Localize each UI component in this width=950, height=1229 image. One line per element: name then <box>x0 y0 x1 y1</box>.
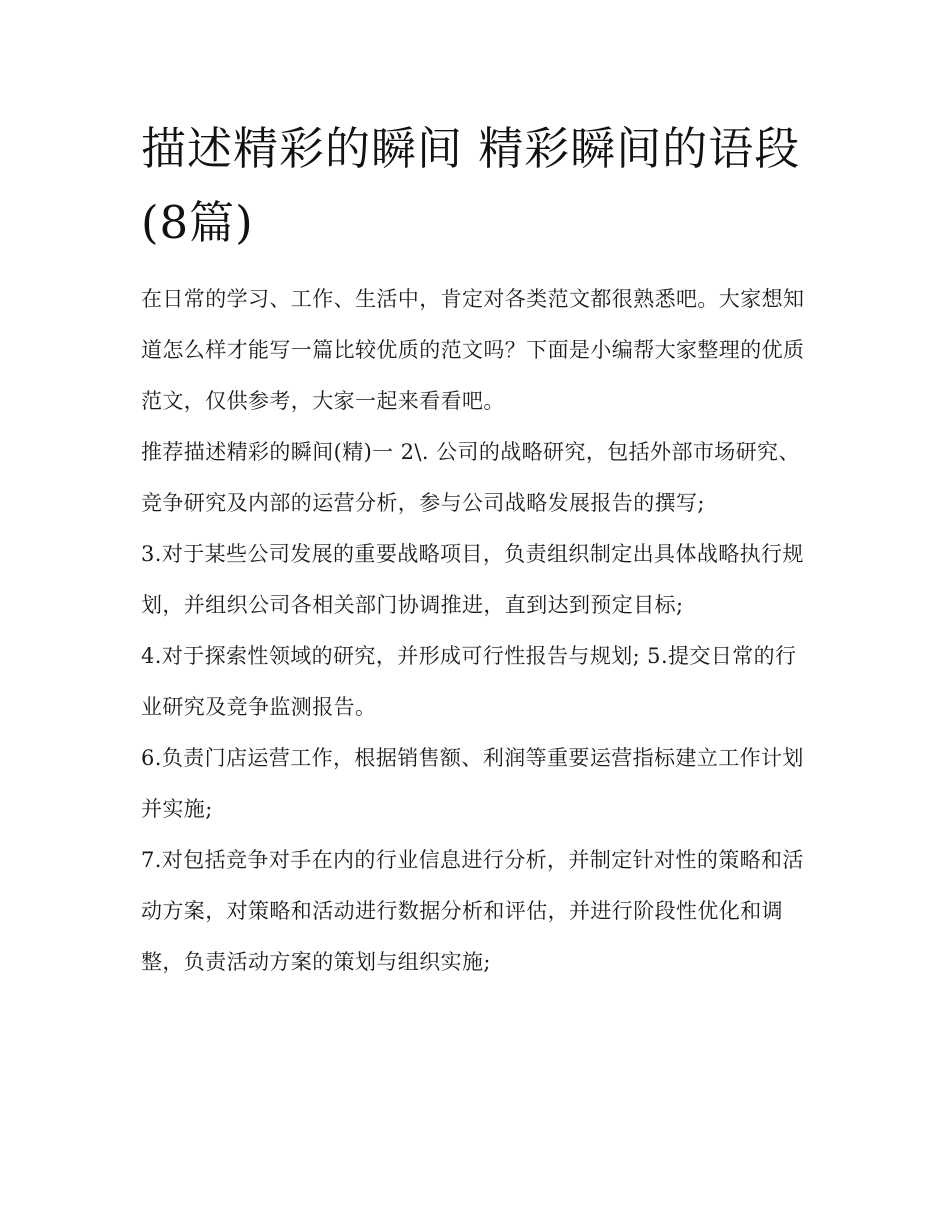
paragraph-item-7: 7.对包括竞争对手在内的行业信息进行分析，并制定针对性的策略和活动方案，对策略和活动进行数据分析和评估，并进行阶段性优化和调整，负责活动方案的策划与组织实施; <box>141 848 804 974</box>
paragraph-item-2: 推荐描述精彩的瞬间(精)一 2\. 公司的战略研究，包括外部市场研究、竞争研究及内部的运营分析，参与公司战略发展报告的撰写; <box>141 440 800 515</box>
paragraph-item-4-5: 4.对于探索性领域的研究，并形成可行性报告与规划; 5.提交日常的行业研究及竞争监测报告。 <box>141 644 797 719</box>
document-page <box>141 112 816 988</box>
paragraph-item-6: 6.负责门店运营工作，根据销售额、利润等重要运营指标建立工作计划并实施; <box>141 746 804 821</box>
paragraph-item-3: 3.对于某些公司发展的重要战略项目，负责组织制定出具体战略执行规划，并组织公司各相关部门协调推进，直到达到预定目标; <box>141 542 804 617</box>
document-title: 描述精彩的瞬间 精彩瞬间的语段(8篇) <box>141 122 801 249</box>
paragraph-intro: 在日常的学习、工作、生活中，肯定对各类范文都很熟悉吧。大家想知道怎么样才能写一篇比较优质的范文吗？下面是小编帮大家整理的优质范文，仅供参考，大家一起来看看吧。 <box>141 287 805 413</box>
